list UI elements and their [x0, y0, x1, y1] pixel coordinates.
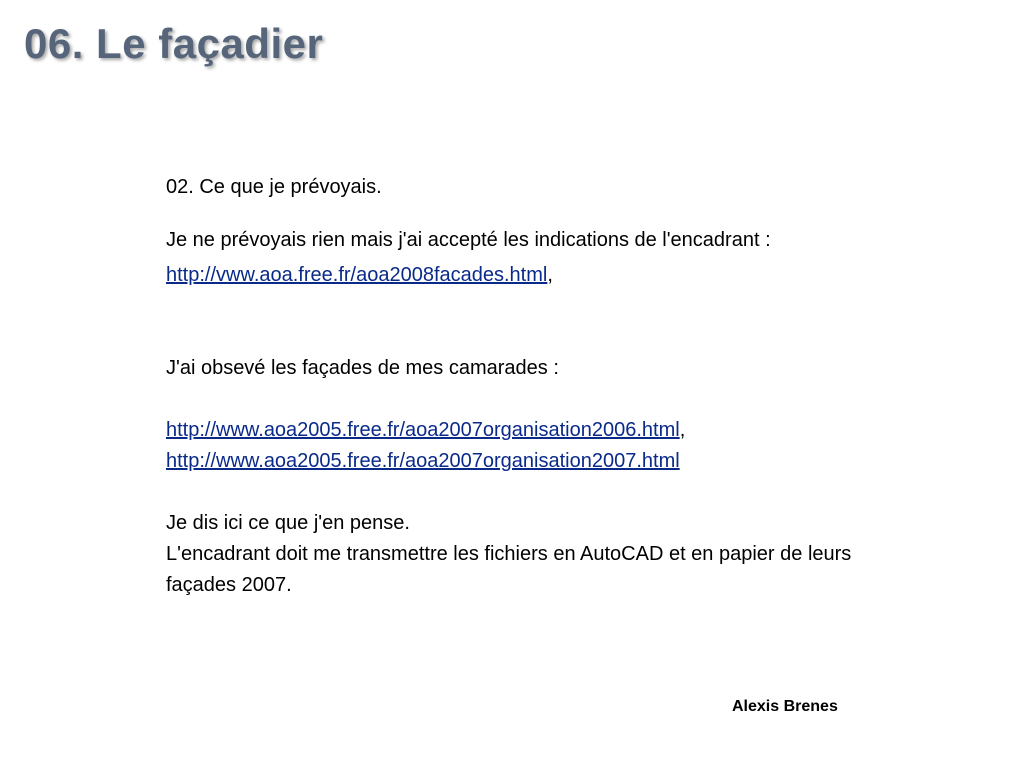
section-heading: 02. Ce que je prévoyais. [166, 176, 382, 198]
facades-link[interactable]: http://vww.aoa.free.fr/aoa2008facades.html [166, 264, 548, 286]
request-paragraph: L'encadrant doit me transmettre les fichiers en AutoCAD et en papier de leurs façades 2007. [166, 543, 852, 596]
slide-body [166, 172, 906, 601]
comma-separator: , [679, 419, 686, 441]
organisation-2006-link[interactable]: http://www.aoa2005.free.fr/aoa2007organisation2006.html [166, 419, 680, 441]
comma-separator: , [547, 264, 553, 286]
author-name: Alexis Brenes [732, 698, 838, 715]
slide-title: 06. Le façadier [24, 20, 324, 67]
observed-paragraph: J'ai obsevé les façades de mes camarades : [166, 357, 559, 379]
opinion-paragraph: Je dis ici ce que j'en pense. [166, 512, 410, 534]
intro-paragraph: Je ne prévoyais rien mais j'ai accepté les indications de l'encadrant : [166, 229, 771, 251]
spacer [166, 291, 906, 353]
link-2007-line [166, 446, 906, 477]
link-2006-line [166, 415, 906, 446]
organisation-2007-link[interactable]: http://www.aoa2005.free.fr/aoa2007organisation2007.html [166, 450, 680, 472]
spacer [166, 384, 906, 415]
spacer [166, 477, 906, 508]
main-link-line [166, 260, 906, 291]
